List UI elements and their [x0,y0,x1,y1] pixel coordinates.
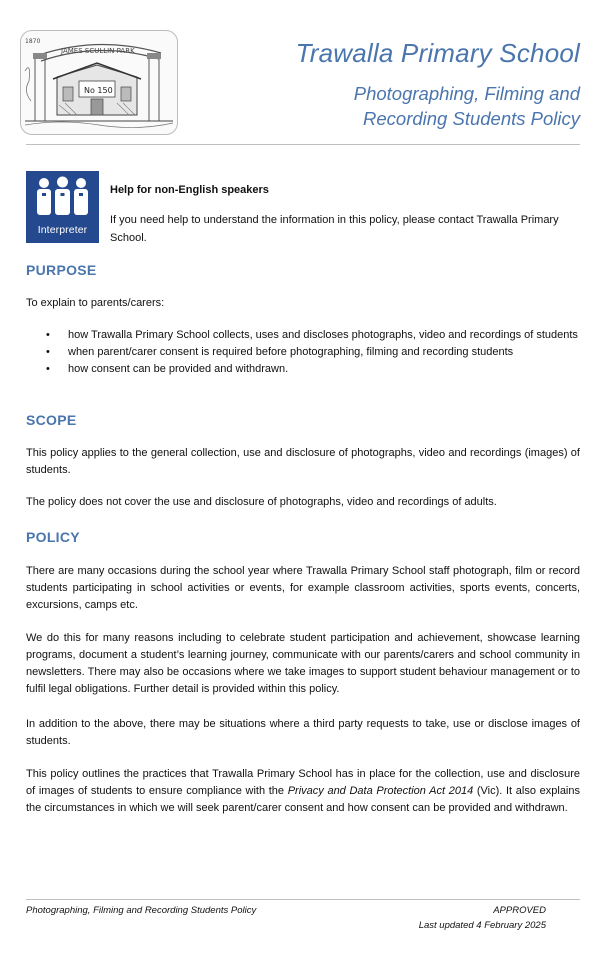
purpose-heading: PURPOSE [26,262,97,278]
interpreter-label: Interpreter [37,224,88,236]
list-item: • how Trawalla Primary School collects, uses and discloses photographs, video and recordings of students [26,327,580,344]
policy-paragraph-4: This policy outlines the practices that Trawalla Primary School has in place for the collection, use and disclosure of images of students to ensure compliance with the Privacy and Data Protection Act 2014 (Vic). It also explains the circumstances in which we will seek parent/carer consent and how consent can be provided and withdrawn. [26,768,580,814]
header-divider [26,144,580,145]
logo-number: No 150 [84,86,113,95]
school-building-sketch [21,31,177,134]
footer-status: APPROVED [493,905,546,916]
policy-paragraph-2: We do this for many reasons including to celebrate student participation and achievement, showcase learning programs, document a student’s learning journey, communicate with our parents/carers and school community in newsletters. There may also be occasions where we take images to support student behaviour management or to fulfil legal obligations. Further detail is provided within this policy. [26,632,580,695]
bullet-icon: • [46,363,50,375]
school-name: Trawalla Primary School [295,38,580,68]
help-title: Help for non-English speakers [110,184,269,196]
policy-heading: POLICY [26,529,80,545]
scope-heading: SCOPE [26,412,77,428]
list-item: • how consent can be provided and withdrawn. [26,361,580,378]
footer-policy-name: Photographing, Filming and Recording Students Policy [26,905,257,916]
scope-paragraph-1: This policy applies to the general collection, use and disclosure of photographs, video and recordings (images) of students. [26,447,580,476]
footer-updated: Last updated 4 February 2025 [418,920,546,931]
footer-divider [26,899,580,900]
help-text: If you need help to understand the information in this policy, please contact Trawalla Primary School. [110,214,559,244]
purpose-intro: To explain to parents/carers: [26,297,165,309]
logo-year: 1870 [25,38,41,45]
interpreter-icon [26,171,99,243]
policy-paragraph-1: There are many occasions during the school year where Trawalla Primary School staff photograph, film or record students participating in school activities or events, for example classroom activities, sports events, concerts, excursions, camps etc. [26,565,580,611]
policy-title-line2: Recording Students Policy [363,108,580,129]
purpose-list [26,327,580,378]
bullet-icon: • [46,346,50,358]
act-name: Privacy and Data Protection Act 2014 [287,785,474,797]
logo-banner-text: JAMES SCULLIN PARK [61,47,135,55]
policy-title [280,81,580,131]
interpreter-figures-icon [26,171,99,221]
bullet-icon: • [46,329,50,341]
scope-paragraph-2: The policy does not cover the use and disclosure of photographs, video and recordings of adults. [26,496,497,508]
policy-paragraph-3: In addition to the above, there may be situations where a third party requests to take, use or disclose images of students. [26,718,580,747]
list-item: • when parent/carer consent is required before photographing, filming and recording students [26,344,580,361]
policy-title-line1: Photographing, Filming and [353,83,580,104]
school-logo [20,30,178,135]
